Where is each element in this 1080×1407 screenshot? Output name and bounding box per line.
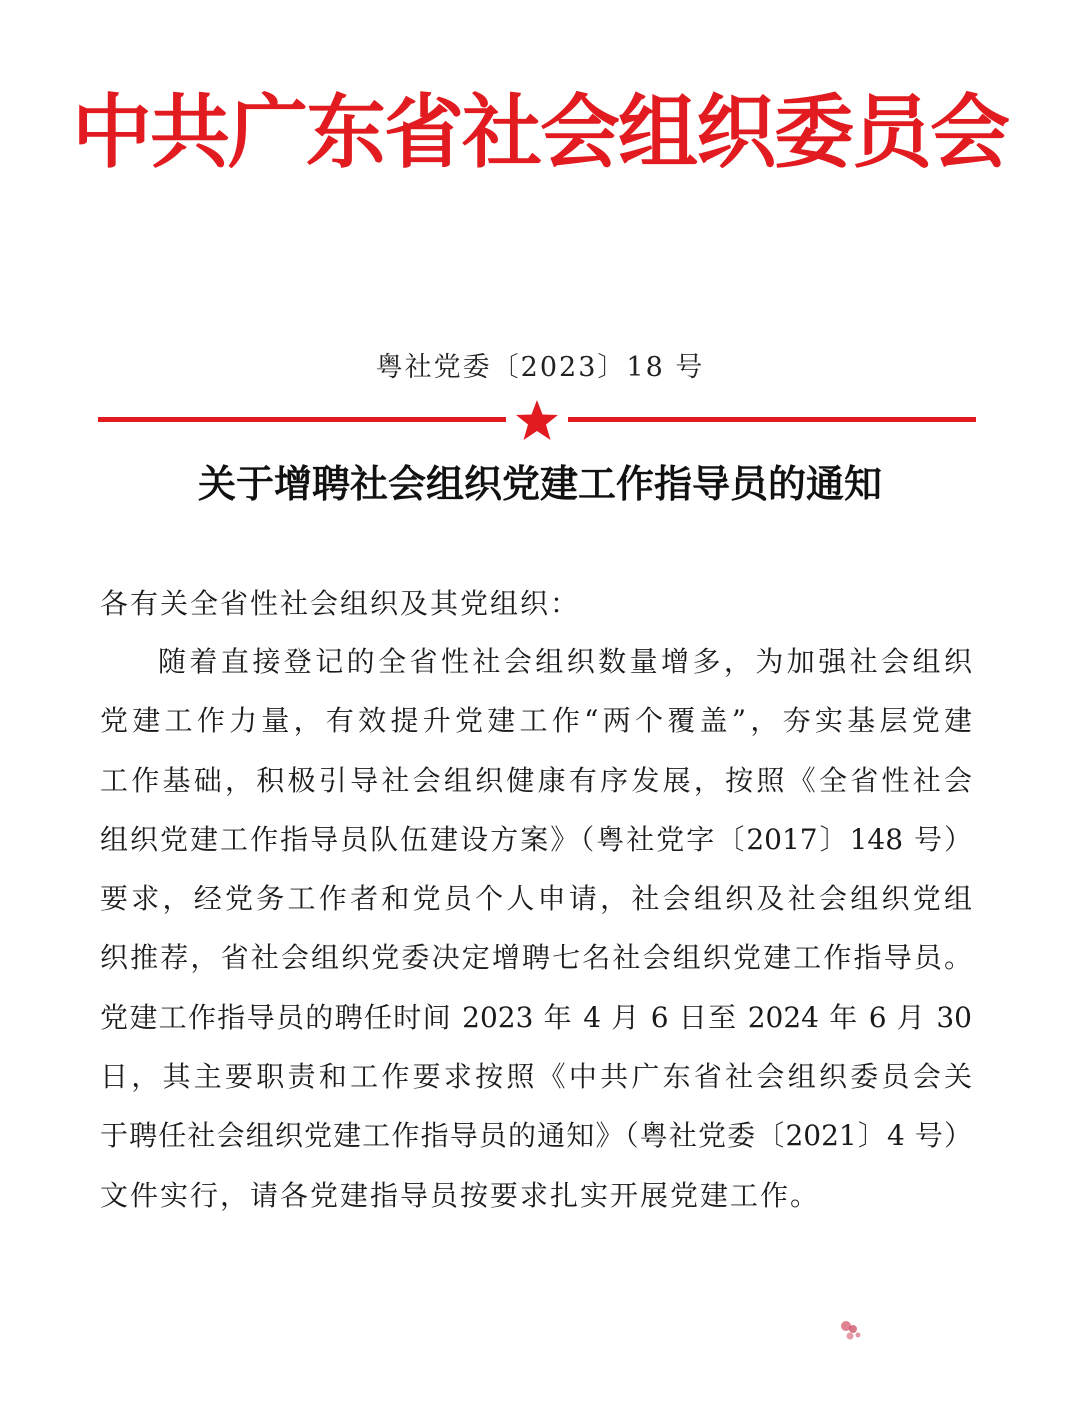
seal-fragment-icon <box>838 1318 864 1342</box>
body-line: 党建工作指导员的聘任时间 2023 年 4 月 6 日至 2024 年 6 月 30 <box>100 1000 972 1034</box>
body-line: 党建工作力量，有效提升党建工作“两个覆盖”，夯实基层党建 <box>100 704 972 738</box>
red-star-divider <box>98 400 976 444</box>
salutation: 各有关全省性社会组织及其党组织： <box>100 587 581 620</box>
notice-title: 关于增聘社会组织党建工作指导员的通知 <box>197 461 882 506</box>
notice-body <box>100 632 972 1225</box>
body-line: 日，其主要职责和工作要求按照《中共广东省社会组织委员会关 <box>100 1060 972 1094</box>
body-line: 于聘任社会组织党建工作指导员的通知》（粤社党委〔2021〕4 号） <box>100 1119 972 1153</box>
body-line: 织推荐，省社会组织党委决定增聘七名社会组织党建工作指导员。 <box>100 941 972 975</box>
body-line: 工作基础，积极引导社会组织健康有序发展，按照《全省性社会 <box>100 763 972 797</box>
body-line: 组织党建工作指导员队伍建设方案》（粤社党字〔2017〕148 号） <box>100 822 972 856</box>
divider-line-left <box>98 417 506 422</box>
masthead-organization-name: 中共广东省社会组织委员会 <box>72 85 1008 179</box>
body-line: 随着直接登记的全省性社会组织数量增多，为加强社会组织 <box>158 645 972 678</box>
document-number: 粤社党委〔2023〕18 号 <box>375 352 705 383</box>
red-star-icon <box>516 400 558 440</box>
body-line: 文件实行，请各党建指导员按要求扎实开展党建工作。 <box>100 1178 821 1212</box>
body-line: 要求，经党务工作者和党员个人申请，社会组织及社会组织党组 <box>100 882 972 916</box>
divider-line-right <box>568 417 976 422</box>
